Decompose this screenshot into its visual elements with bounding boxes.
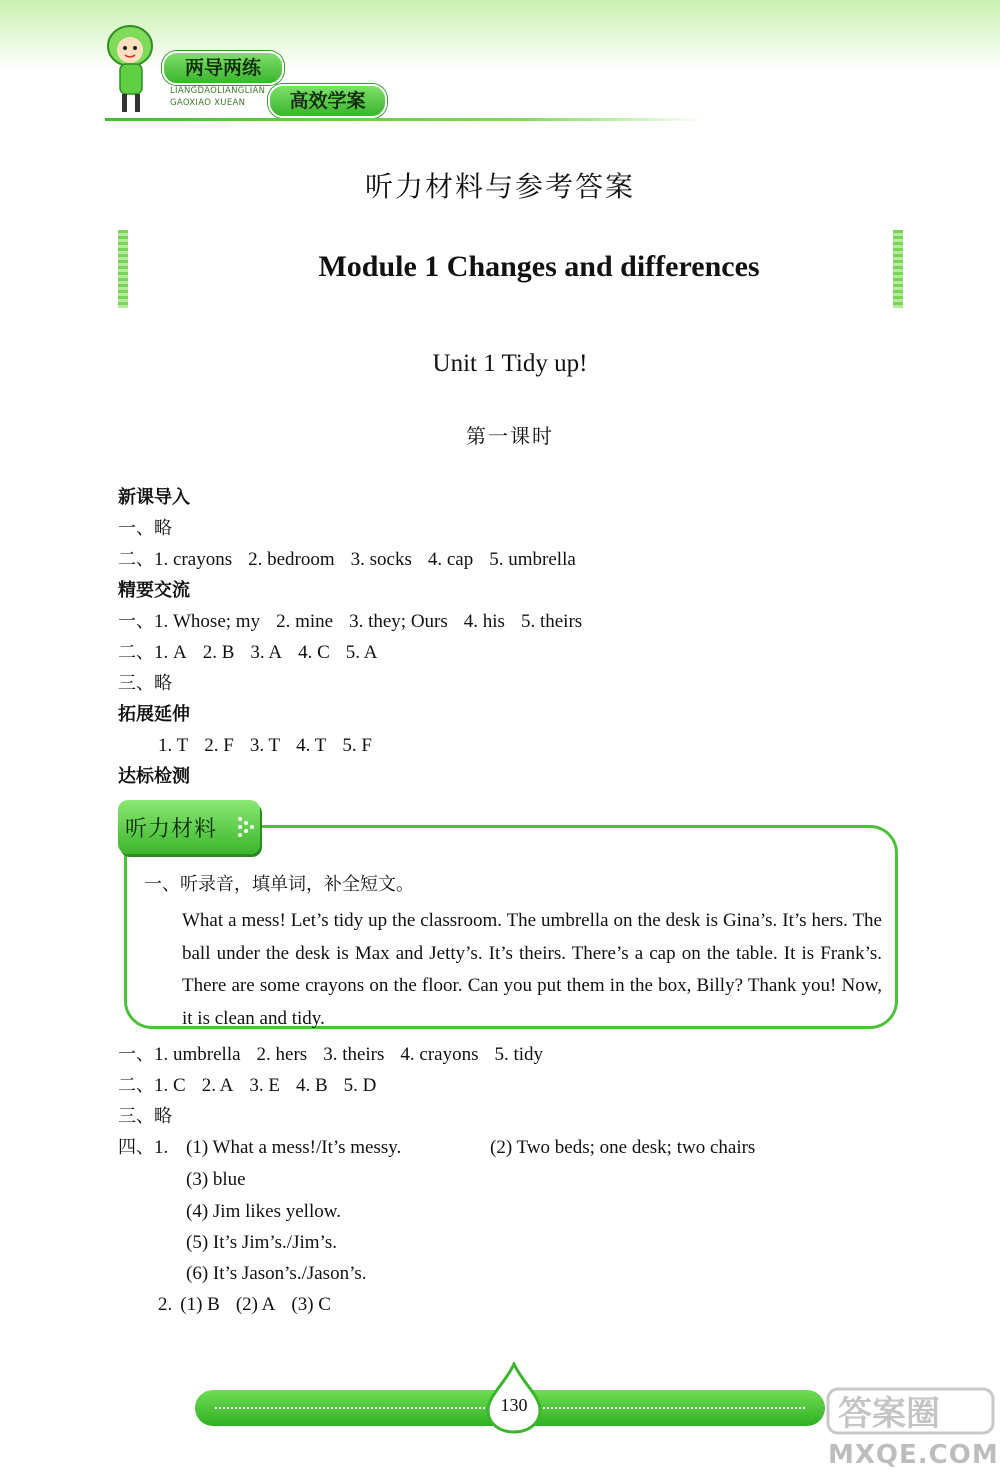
brand-badge-bottom: 高效学案 xyxy=(268,84,387,118)
answer-line xyxy=(118,1105,172,1129)
answer-item: 3. E xyxy=(249,1075,280,1096)
answer-item: (2) Two beds; one desk; two chairs xyxy=(490,1137,756,1158)
answer-item: (3) C xyxy=(291,1294,331,1315)
question-number: 2. xyxy=(158,1294,173,1315)
answer-item: 1. T xyxy=(158,735,189,756)
answer-item: 1. A xyxy=(154,642,187,663)
answer-item: 1. crayons xyxy=(154,549,233,570)
answer-text: 一、略 xyxy=(118,518,172,539)
answer-item: 3. A xyxy=(250,642,283,663)
answer-text: 三、略 xyxy=(118,673,172,694)
instruction-text: 一、听录音，填单词，补全短文。 xyxy=(144,874,414,895)
answer-prefix: 二、 xyxy=(118,549,154,570)
brand-pinyin-top: LIANGDAOLIANGLIAN xyxy=(170,86,266,96)
answer-prefix: 四、 xyxy=(118,1137,154,1158)
answer-line xyxy=(118,1074,376,1098)
answer-line xyxy=(118,672,172,696)
answer-prefix: 一、 xyxy=(118,1044,154,1065)
answer-item: 5. tidy xyxy=(494,1044,544,1065)
answer-item: 2. mine xyxy=(276,611,334,632)
answer-line xyxy=(118,517,172,541)
question-number: 1. xyxy=(154,1137,169,1158)
answer-item: (1) B xyxy=(180,1294,220,1315)
watermark-logo-icon xyxy=(826,1383,996,1438)
answer-item: 2. A xyxy=(201,1075,234,1096)
answer-item: 4. B xyxy=(295,1075,328,1096)
answer-line xyxy=(118,610,582,634)
module-title: Module 1 Changes and differences xyxy=(318,250,760,283)
answer-item: 3. theirs xyxy=(323,1044,385,1065)
answer-item: 3. they; Ours xyxy=(349,611,448,632)
answer-item: 4. cap xyxy=(427,549,474,570)
page-number: 130 xyxy=(500,1395,528,1415)
answer-prefix: 二、 xyxy=(118,642,154,663)
answer-item: 4. T xyxy=(296,735,327,756)
answer-line xyxy=(118,548,576,572)
answer-item: 5. theirs xyxy=(520,611,583,632)
answer-item: 5. umbrella xyxy=(489,549,576,570)
answer-item: 4. C xyxy=(298,642,330,663)
answer-item: (3) blue xyxy=(186,1169,246,1190)
answer-item: 5. D xyxy=(343,1075,377,1096)
arrow-dots-icon xyxy=(236,815,262,839)
answer-line xyxy=(158,1293,331,1317)
answer-item: 2. B xyxy=(202,642,235,663)
unit-title: Unit 1 Tidy up! xyxy=(432,350,588,377)
answer-item: 2. bedroom xyxy=(248,549,335,570)
answer-item: (6) It’s Jason’s./Jason’s. xyxy=(186,1263,367,1284)
answer-line xyxy=(118,1043,543,1067)
listening-passage: What a mess! Let’s tidy up the classroom. The umbrella on the desk is Gina’s. It’s hers. The ball under the desk is Max and Jetty’s. It’s theirs. There’s a cap on the table. It is Frank’s. There are some crayons on the floor. Can you put them in the box, Billy? Thank you! Now, it is clean and tidy. xyxy=(182,910,882,1029)
answer-item: 3. T xyxy=(249,735,281,756)
answer-line xyxy=(118,641,377,665)
answer-item: (2) A xyxy=(235,1294,276,1315)
answer-prefix: 二、 xyxy=(118,1075,154,1096)
answer-text: 三、略 xyxy=(118,1106,172,1127)
listening-instruction xyxy=(144,873,414,897)
answer-item: 4. his xyxy=(463,611,505,632)
answer-item: 5. F xyxy=(342,735,372,756)
section-heading-exchange: 精要交流 xyxy=(118,580,190,601)
answer-item: 3. socks xyxy=(350,549,412,570)
answer-item: (4) Jim likes yellow. xyxy=(186,1201,341,1222)
watermark-logo-text: 答案圈 xyxy=(838,1394,940,1434)
answer-item: 2. F xyxy=(204,735,234,756)
answer-prefix: 一、 xyxy=(118,611,154,632)
header-divider xyxy=(105,118,705,121)
page-title: 听力材料与参考答案 xyxy=(364,170,635,203)
answer-item: 1. C xyxy=(154,1075,186,1096)
answer-item: 4. crayons xyxy=(400,1044,479,1065)
brand-badge-top: 两导两练 xyxy=(162,51,284,85)
lesson-title: 第一课时 xyxy=(466,424,554,448)
watermark-text: MXQE.COM xyxy=(828,1440,999,1470)
mascot-icon xyxy=(100,18,170,118)
answer-item: (5) It’s Jim’s./Jim’s. xyxy=(186,1232,337,1253)
answer-item: 1. Whose; my xyxy=(154,611,261,632)
section-heading-intro: 新课导入 xyxy=(118,487,190,508)
section-heading-check: 达标检测 xyxy=(118,766,190,787)
answer-item: 1. umbrella xyxy=(154,1044,241,1065)
answer-item: 2. hers xyxy=(256,1044,308,1065)
answer-item: (1) What a mess!/It’s messy. xyxy=(186,1137,402,1158)
answer-item: 5. A xyxy=(345,642,378,663)
brand-pinyin-bottom: GAOXIAO XUEAN xyxy=(170,98,246,108)
section-heading-extension: 拓展延伸 xyxy=(118,704,190,725)
listening-tab-label: 听力材料 xyxy=(125,817,218,842)
answer-line xyxy=(158,734,372,758)
answer-line xyxy=(118,1136,168,1160)
